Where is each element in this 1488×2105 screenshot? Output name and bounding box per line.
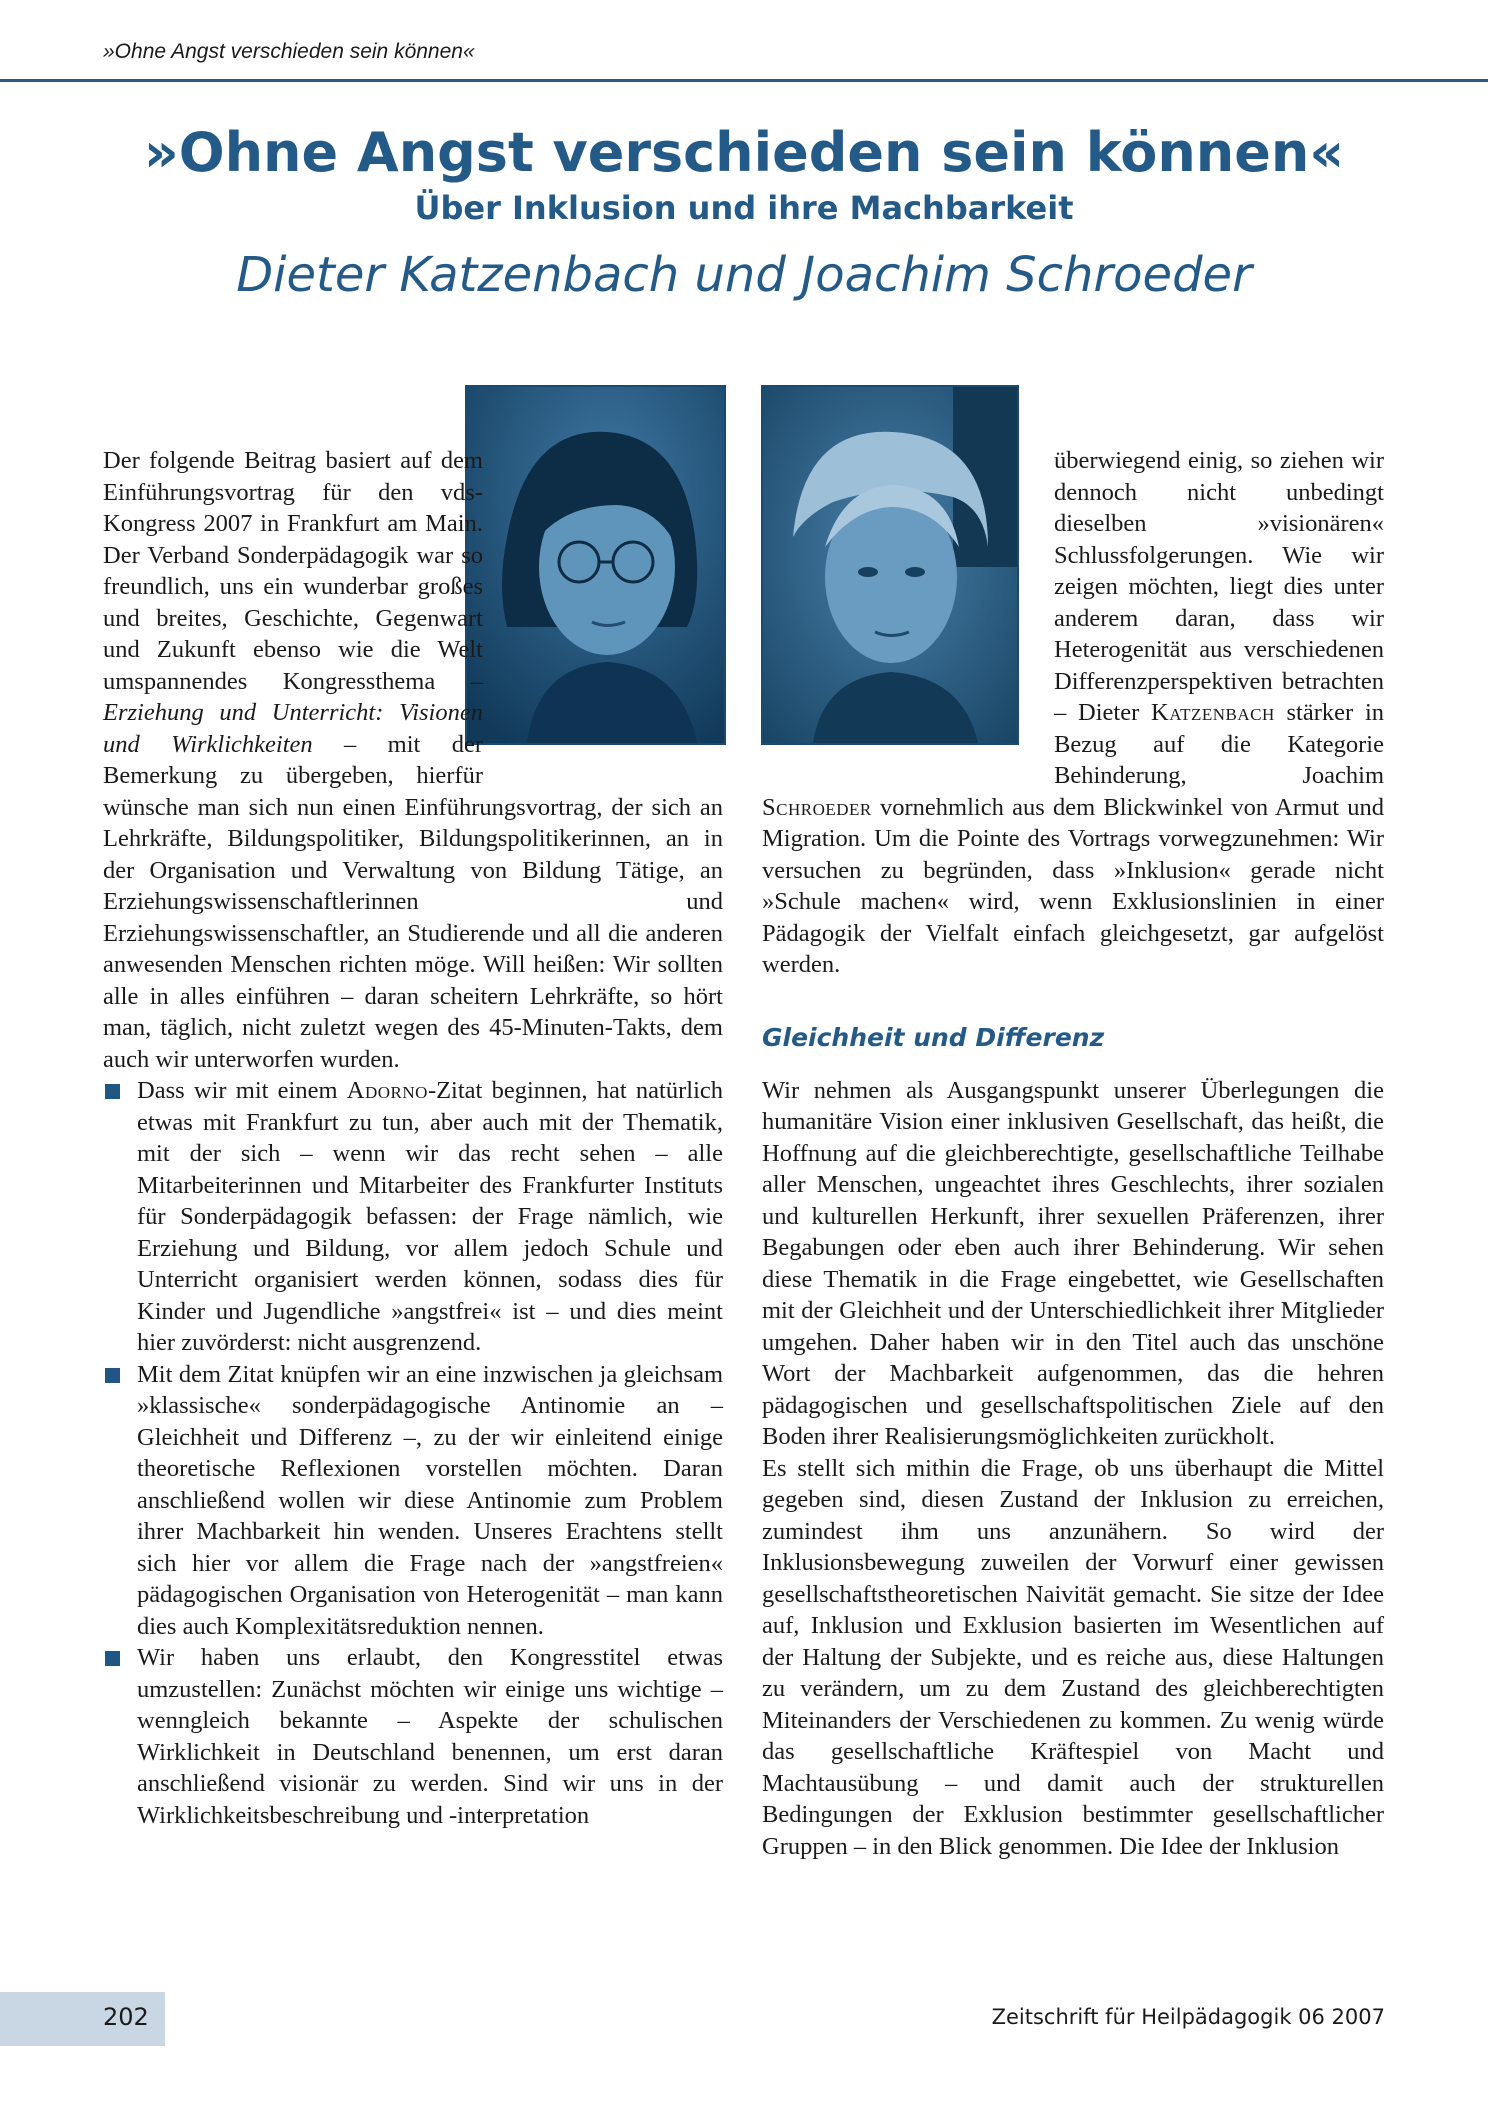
header-rule: [0, 79, 1488, 82]
page-number: 202: [103, 2003, 149, 2031]
intro-text-b: – mit der Bemerkung zu übergeben, hierfür wünsche man sich nun einen Einführungsvortrag, der sich an Lehrkräfte, Bildungspolitiker, Bildungspolitikerinnen, an in der Organisation und Verwaltung von Bildung Tätige, an Erziehungswissenschaftlerinnen und Erziehungswissenschaftler, an Studierende und all die anderen anwesenden Menschen richten möge. Will heißen: Wir sollten alle in alles einführen – daran scheitern Lehrkräfte, so hört man, täglich, nicht zuletzt wegen des 45-Minuten-Takts, dem auch wir unterworfen wurden.: [103, 730, 723, 1073]
portrait-float-spacer: [762, 445, 1054, 773]
portrait-float-spacer: [483, 445, 723, 773]
bullet-item-1: [103, 1075, 723, 1359]
bullet-square-icon: [105, 1651, 120, 1666]
bullet-3-text: Wir haben uns erlaubt, den Kongresstitel etwas umzustellen: Zunächst möchten wir einige uns wichtige – wenngleich bekannte – Aspekte der schulischen Wirklichkeit in Deutschland benennen, um erst daran anschließend visionär zu werden. Sind wir uns in der Wirklichkeitsbeschreibung und -interpretation: [137, 1644, 723, 1829]
right-paragraph-2: Wir nehmen als Ausgangspunkt unserer Überlegungen die humanitäre Vision einer inklusiven Gesellschaft, das heißt, die Hoffnung auf die gleichberechtigte, gesellschaftliche Teilhabe aller Menschen, ungeachtet ihres Geschlechts, ihrer sozialen und kulturellen Herkunft, ihrer sexuellen Präferenzen, ihrer Begabungen oder eben auch ihrer Behinderung. Wir sehen diese Thematik in die Frage eingebettet, wie Gesellschaften mit der Gleichheit und der Unterschiedlichkeit ihrer Mitglieder umgehen. Daher haben wir in den Titel auch das unschöne Wort der Machbarkeit aufgenommen, das die hehren pädagogischen und gesellschaftspolitischen Ziele auf den Boden ihrer Realisierungsmöglichkeiten zurückholt.: [762, 1076, 1384, 1450]
running-head: »Ohne Angst verschieden sein können«: [103, 40, 475, 63]
bullet-square-icon: [105, 1368, 120, 1383]
schroeder-name: Schroeder: [762, 793, 872, 821]
bullet-item-2: [103, 1359, 723, 1643]
intro-text-a: Der folgende Beitrag basiert auf dem Einführungsvortrag für den vds-Kongress 2007 in Frankfurt am Main. Der Verband Sonderpädagogik war so freundlich, uns ein wunderbar großes und breites, Geschichte, Gegenwart und Zukunft ebenso wie die Welt umspannendes Kongressthema –: [103, 447, 483, 695]
right-column: [762, 445, 1384, 1862]
right-p1-text-b: stärker in Bezug auf die Kategorie Behinderung, Joachim: [1054, 699, 1384, 789]
right-p1-text-c: vornehmlich aus dem Blickwinkel von Armut und Migration. Um die Pointe des Vortrags vorwegzunehmen: Wir versuchen zu begründen, dass »Inklusion« gerade nicht »Schule machen« wird, wenn Exklusionslinien in einer Pädagogik der Vielfalt einfach gleichgesetzt, gar aufgelöst werden.: [762, 793, 1385, 978]
bullet-1-text-a: Dass wir mit einem: [137, 1077, 338, 1104]
bullet-item-3: [103, 1642, 723, 1831]
adorno-name: Adorno: [346, 1077, 428, 1104]
bullet-2-text: Mit dem Zitat knüpfen wir an eine inzwischen ja gleichsam »klassische« sonderpädagogische Antinomie an – Gleichheit und Differenz –, zu der wir einleitend einige theoretische Reflexionen vorstellen möchten. Daran anschließend wollen wir diese Antinomie zum Problem ihrer Machbarkeit hin wenden. Unseres Erachtens stellt sich hier vor allem die Frage nach der »angstfreien« pädagogischen Organisation von Heterogenität – man kann dies auch Komplexitätsreduktion nennen.: [137, 1360, 723, 1640]
right-paragraph-3: Es stellt sich mithin die Frage, ob uns überhaupt die Mittel gegeben sind, diesen Zustand der Inklusion zu erreichen, zumindest ihm uns anzunähern. So wird der Inklusionsbewegung zuweilen der Vorwurf einer gewissen gesellschaftstheoretischen Naivität gemacht. Sie sitze der Idee auf, Inklusion und Exklusion basierten im Wesentlichen auf der Haltung der Subjekte, und es reiche aus, diese Haltungen zu verändern, um zu dem Zustand des gleichberechtigten Miteinanders der Verschiedenen zu kommen. Zu wenig würde das gesellschaftliche Kräftespiel von Macht und Machtausübung – und damit auch der strukturellen Bedingungen der Exklusion bestimmter gesellschaftlicher Gruppen – in den Blick genommen. Die Idee der Inklusion: [762, 1454, 1384, 1860]
bullet-square-icon: [105, 1084, 120, 1099]
article-subtitle: Über Inklusion und ihre Machbarkeit: [414, 189, 1074, 227]
bullet-1-text-b: -Zitat beginnen, hat natürlich etwas mit Frankfurt zu tun, aber auch mit der Thematik, mit der sich – wenn wir das recht sehen – alle Mitarbeiterinnen und Mitarbeiter des Frankfurter Instituts für Sonderpädagogik befassen: der Frage nämlich, wie Erziehung und Bildung, vor allem jedoch Schule und Unterricht organisiert werden können, sodass dies für Kinder und Jugendliche »angstfrei« ist – und dies meint hier zuvörderst: nicht ausgrenzend.: [137, 1077, 724, 1356]
left-column: [103, 445, 723, 1831]
katzenbach-name: Katzenbach: [1151, 699, 1275, 726]
article-title: »Ohne Angst verschieden sein können«: [143, 121, 1345, 184]
article-authors: Dieter Katzenbach und Joachim Schroeder: [236, 247, 1252, 303]
title-block: [0, 120, 1488, 310]
right-p1-text-a: überwiegend einig, so ziehen wir dennoch nicht unbedingt dieselben »visionären« Schlussfolgerungen. Wie wir zeigen möchten, liegt dies unter anderem daran, dass wir Heterogenität aus verschiedenen Differenzperspektiven betrachten – Dieter: [1054, 447, 1384, 726]
congress-theme: Erziehung und Unterricht: Visionen und Wirklichkeiten: [103, 699, 483, 758]
section-heading: Gleichheit und Differenz: [762, 1022, 1105, 1052]
journal-footer: Zeitschrift für Heilpädagogik 06 2007: [991, 2005, 1385, 2029]
